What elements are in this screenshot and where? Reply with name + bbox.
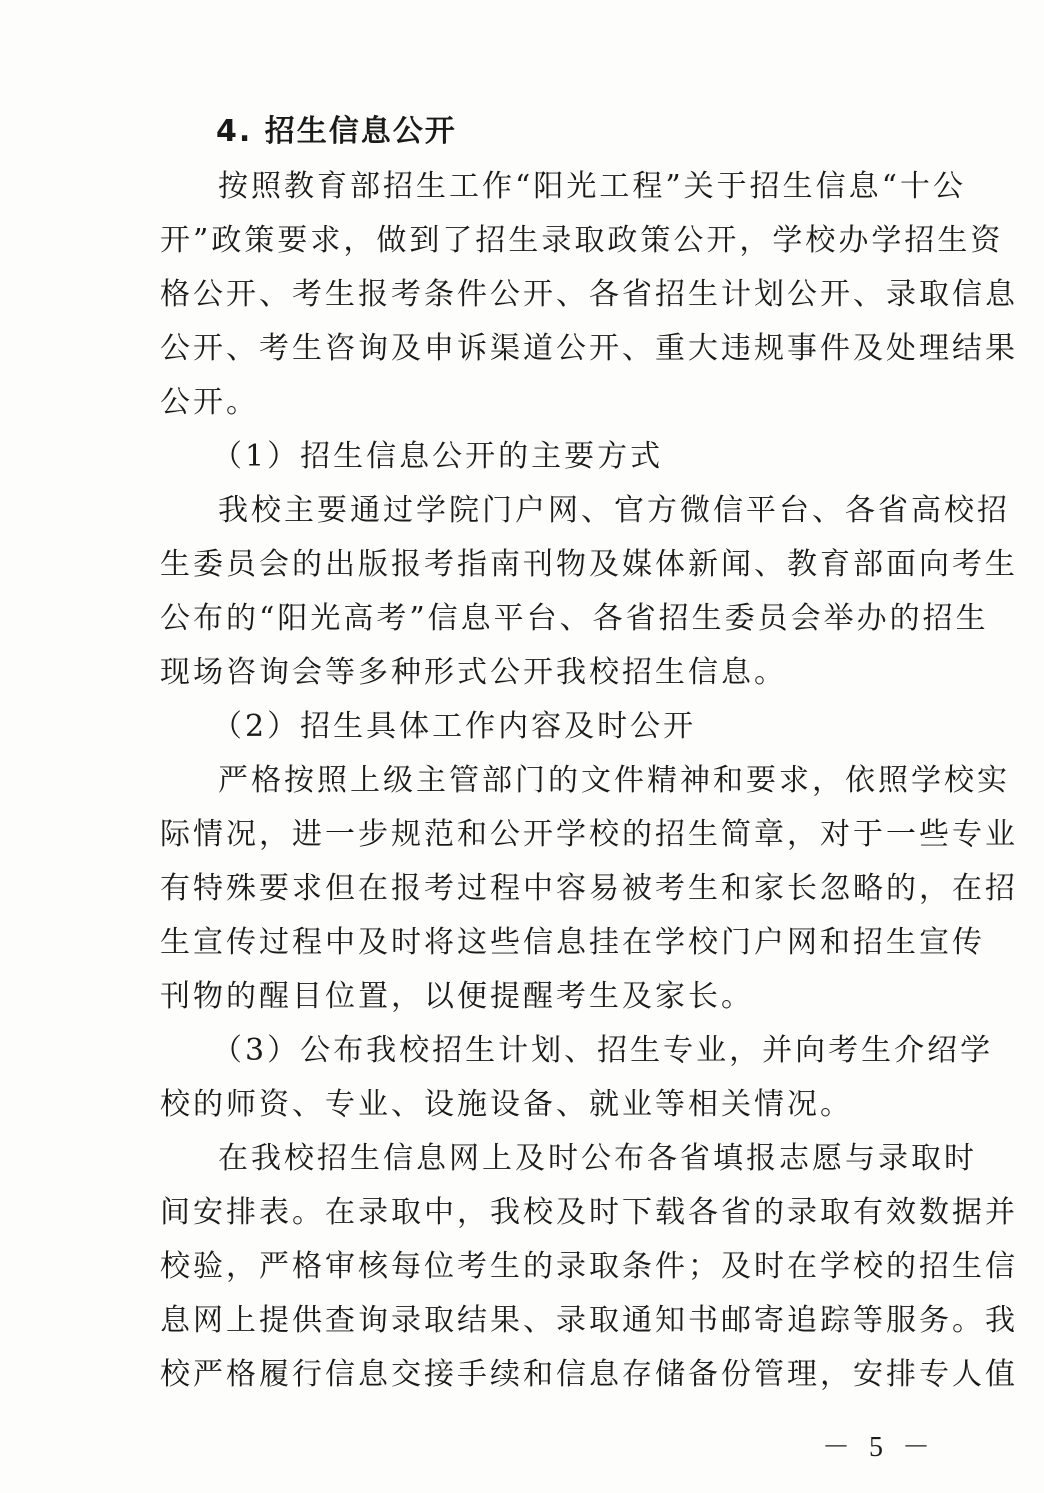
- subheading: （1）招生信息公开的主要方式: [212, 439, 664, 474]
- paragraph-line: 按照教育部招生工作“阳光工程”关于招生信息“十公: [218, 169, 967, 204]
- paragraph-line: 校的师资、专业、设施设备、就业等相关情况。: [160, 1087, 853, 1122]
- paragraph-line: 息网上提供查询录取结果、录取通知书邮寄追踪等服务。我: [160, 1303, 1018, 1338]
- paragraph-line: 严格按照上级主管部门的文件精神和要求，依照学校实: [218, 763, 1010, 798]
- paragraph-line: 生委员会的出版报考指南刊物及媒体新闻、教育部面向考生: [160, 547, 1018, 582]
- paragraph-line: 际情况，进一步规范和公开学校的招生简章，对于一些专业: [160, 817, 1018, 852]
- paragraph-line: 我校主要通过学院门户网、官方微信平台、各省高校招: [218, 493, 1010, 528]
- section-heading: 4. 招生信息公开: [216, 114, 457, 149]
- subheading: （2）招生具体工作内容及时公开: [212, 709, 697, 744]
- paragraph-line: 有特殊要求但在报考过程中容易被考生和家长忽略的，在招: [160, 871, 1018, 906]
- paragraph-line: 在我校招生信息网上及时公布各省填报志愿与录取时: [218, 1141, 977, 1176]
- paragraph-line: 公开。: [160, 385, 259, 420]
- paragraph-line: 格公开、考生报考条件公开、各省招生计划公开、录取信息: [160, 277, 1018, 312]
- paragraph-line: 刊物的醒目位置，以便提醒考生及家长。: [160, 979, 754, 1014]
- page-number: － 5 －: [822, 1432, 937, 1463]
- paragraph-line: 现场咨询会等多种形式公开我校招生信息。: [160, 655, 787, 690]
- paragraph-line: 校严格履行信息交接手续和信息存储备份管理，安排专人值: [160, 1357, 1018, 1392]
- subheading: （3）公布我校招生计划、招生专业，并向考生介绍学: [212, 1033, 994, 1068]
- paragraph-line: 校验，严格审核每位考生的录取条件；及时在学校的招生信: [160, 1249, 1018, 1284]
- paragraph-line: 开”政策要求，做到了招生录取政策公开，学校办学招生资: [160, 223, 1004, 258]
- paragraph-line: 公开、考生咨询及申诉渠道公开、重大违规事件及处理结果: [160, 331, 1018, 366]
- paragraph-line: 生宣传过程中及时将这些信息挂在学校门户网和招生宣传: [160, 925, 985, 960]
- paragraph-line: 公布的“阳光高考”信息平台、各省招生委员会举办的招生: [160, 601, 989, 636]
- paragraph-line: 间安排表。在录取中，我校及时下载各省的录取有效数据并: [160, 1195, 1018, 1230]
